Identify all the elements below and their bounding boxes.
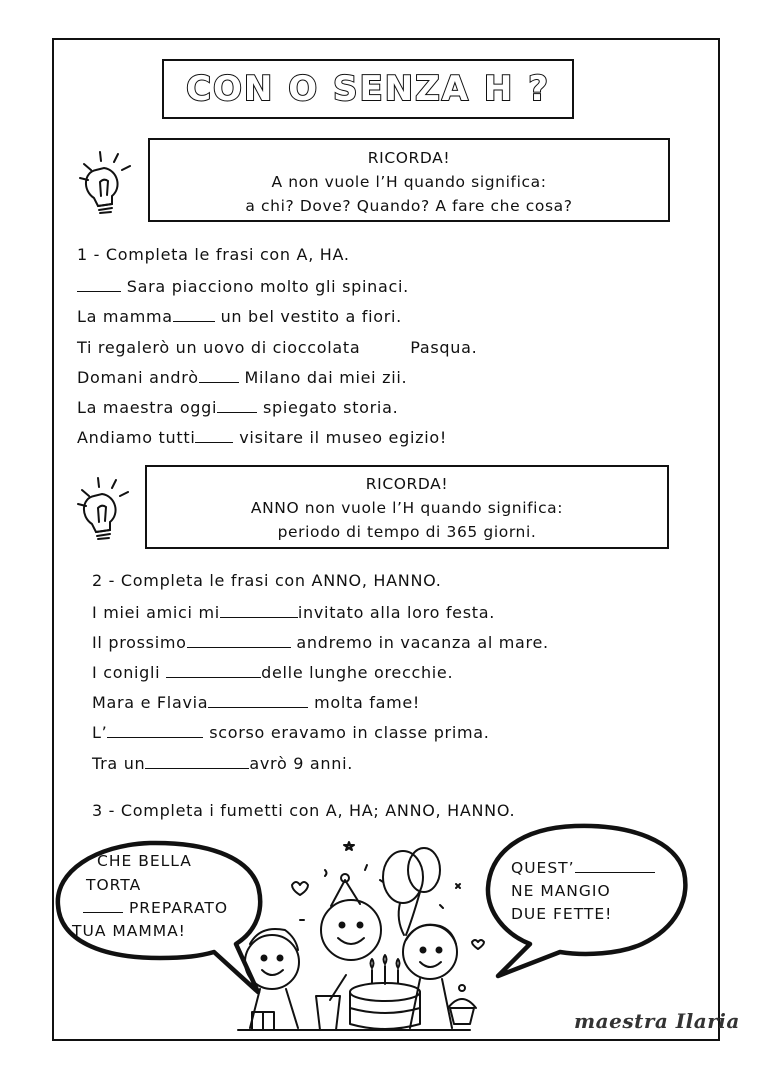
exercise1-sentence-1: Sara piacciono molto gli spinaci. — [77, 277, 409, 296]
bubble-right-line: DUE FETTE! — [511, 905, 613, 923]
reminder-line: ANNO non vuole l’H quando significa: — [250, 499, 564, 517]
page-title: CON O SENZA H ? — [186, 69, 550, 109]
exercise1-sentence-4: Domani andrò Milano dai miei zii. — [77, 368, 408, 387]
bubble-left-line-3: PREPARATO — [83, 897, 228, 919]
reminder-heading: RICORDA! — [367, 149, 451, 167]
exercise2-instruction: 2 - Completa le frasi con ANNO, HANNO. — [92, 571, 442, 590]
exercise1-sentence-2: La mamma un bel vestito a fiori. — [77, 307, 402, 326]
exercise3-instruction: 3 - Completa i fumetti con A, HA; ANNO, HANNO. — [92, 801, 516, 820]
exercise1-instruction: 1 - Completa le frasi con A, HA. — [77, 245, 350, 264]
reminder-line: periodo di tempo di 365 giorni. — [277, 523, 537, 541]
exercise2-sentence-4: Mara e Flavia molta fame! — [92, 693, 421, 712]
exercise1-sentence-6: Andiamo tutti visitare il museo egizio! — [77, 428, 447, 447]
answer-blank[interactable] — [83, 898, 123, 913]
exercise1-sentence-3: Ti regalerò un uovo di cioccolata Pasqua. — [77, 338, 478, 357]
signature: maestra Ilaria — [574, 1009, 740, 1033]
exercise2-sentence-6: Tra un avrò 9 anni. — [92, 754, 354, 773]
exercise2-sentence-3: I conigli delle lunghe orecchie. — [92, 663, 454, 682]
reminder-line: A non vuole l’H quando significa: — [271, 173, 547, 191]
bubble-left-line: TUA MAMMA! — [72, 922, 186, 940]
reminder-line: a chi? Dove? Quando? A fare che cosa? — [245, 197, 573, 215]
exercise2-sentence-5: L’ scorso eravamo in classe prima. — [92, 723, 490, 742]
bubble-right-line: NE MANGIO — [511, 882, 611, 900]
exercise2-sentence-2: Il prossimo andremo in vacanza al mare. — [92, 633, 549, 652]
answer-blank[interactable] — [575, 858, 655, 873]
bubble-left-line: CHE BELLA — [97, 852, 192, 870]
reminder-heading: RICORDA! — [365, 475, 449, 493]
bubble-left-line: TORTA — [86, 876, 142, 894]
bubble-right-line-1: QUEST’ — [511, 857, 655, 879]
exercise2-sentence-1: I miei amici mi invitato alla loro festa. — [92, 603, 496, 622]
exercise1-sentence-5: La maestra oggi spiegato storia. — [77, 398, 399, 417]
